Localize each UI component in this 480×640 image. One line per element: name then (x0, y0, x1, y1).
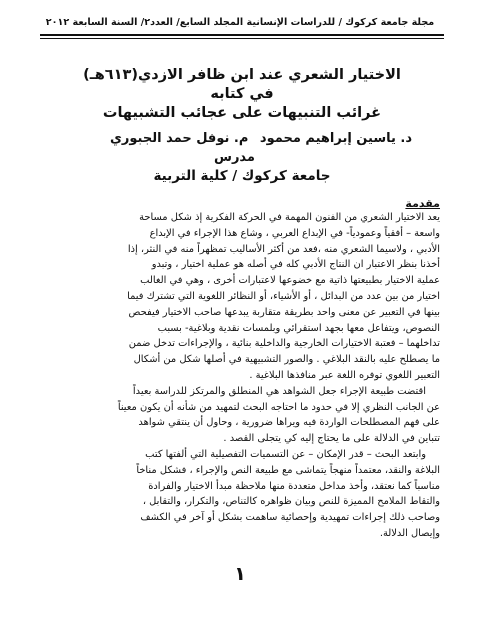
section-heading: مقدمة (405, 197, 440, 210)
body-line: النصوص، ويتفاعل معها بجهد استقرائي وبلمسات نقدية وبلاغية- بسبب (157, 322, 440, 334)
body-line: عملية الاختيار بطبيعتها ذاتية مع خضوعها لاعتبارات أخرى ، وهي في الغالب (140, 275, 440, 287)
article-body (36, 210, 440, 542)
header-rule-thick (40, 34, 444, 36)
body-line: أخذنا بنظر الاعتبار ان النتاج الأدبي كله في أصله هو عملية اختيار ، وتبدو (151, 259, 440, 271)
body-line: على فهم المصطلحات الواردة فيه ويراها ضرورية ، وحاول أن ينتقي شواهد (138, 417, 440, 429)
body-line: تداخلهما – فعتبة الاختيارات الخارجية والداخلية بنائية ، والإجراءات تدخل ضمن (128, 338, 440, 350)
body-line: اختيار من بين عدد من البدائل ، أو الأشياء، أو النظائر اللغوية التي تشترك فيما (127, 290, 440, 302)
journal-running-head: مجلة جامعة كركوك / للدراسات الإنسانية المجلد السابع/ العدد٢/ السنة السابعة ٢٠١٢ (45, 17, 435, 28)
author-line (40, 131, 444, 151)
article-title (40, 66, 444, 123)
title-line-1: الاختيار الشعري عند ابن ظافر الازدي(٦١٣هـ) (83, 67, 401, 83)
page-number: ١ (234, 563, 246, 585)
author-name-2: م. نوفل حمد الجبوري (110, 131, 249, 146)
body-line: البلاغة والنقد، معتمداً منهجاً يتماشى مع طبيعة النص والإجراء ، فشكل مناخاً (136, 464, 440, 476)
body-line: وابتعد البحث – قدر الإمكان – عن التسميات التفصيلية التي ألفتها كتب (145, 448, 426, 460)
body-line: ما يصطلح عليه بالنقد البلاغي . والصور التشبيهية في أصلها شكل من أشكال (133, 354, 440, 366)
title-line-2: في كتابه (210, 86, 274, 102)
author-name-1: د. ياسين إبراهيم محمود (259, 131, 412, 146)
body-line: يعد الاختيار الشعري من الفنون المهمة في الحركة الفكرية إذ شكل مساحة (139, 212, 440, 223)
body-line: والتقاط الملامح المميزة للنص وبيان ظواهره كالتناص، والتكرار، والتقابل ، (142, 496, 440, 508)
body-line: التعبير اللغوي توفره اللغة عبر منافذها البلاغية . (249, 369, 440, 381)
body-line: مناسباً كما نعتقد، وأخذ مداخل متعددة منها ملاحظة مبدأ الاختيار والفرادة (148, 480, 440, 492)
body-line: عن الجانب النظري إلا في حدود ما احتاجه البحث لتمهيد من شأنه أن يكون معيناً (117, 401, 440, 413)
title-line-3: غرائب التنبيهات على عجائب التشبيهات (102, 105, 382, 121)
body-line: بينها في التعبير عن معنى واحد بطريقة متقاربة يبدعها صاحب الاختيار فيفحص (128, 306, 440, 318)
body-line: وصاحب ذلك إجراءات تمهيدية وإحصائية ساهمت بشكل أو آخر في الكشف (140, 512, 440, 524)
header-rule-thin (40, 38, 444, 39)
body-line: الأدبي ، ولاسيما الشعري منه ،فعد من أكثر الأساليب تمظهراً منه في النثر، إذا (127, 243, 440, 255)
body-line: واسعة – أفقياً وعمودياً- في الإبداع العربي ، وشاع هذا الإجراء في الإبداع (149, 227, 440, 239)
body-line: وإيصال الدلالة. (379, 527, 440, 539)
author-affiliation: جامعة كركوك / كلية التربية (153, 168, 331, 184)
body-line: تتباين في الدلالة على ما يحتاج إليه كي يتجلى القصد . (223, 433, 440, 445)
author-rank: مدرس (214, 150, 255, 165)
body-line: اقتضت طبيعة الإجراء جعل الشواهد هي المنطلق والمرتكز للدراسة بعيداً (132, 385, 426, 397)
